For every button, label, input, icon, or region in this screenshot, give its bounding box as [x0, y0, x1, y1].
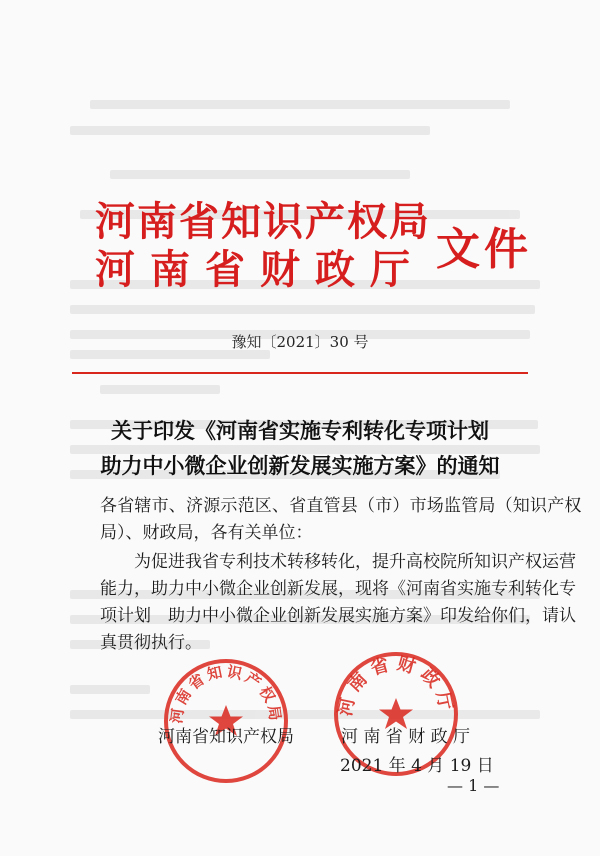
issuer-name-finance: 河南省财政厅: [95, 246, 425, 293]
signature-org-finance: 河 南 省 财 政 厅: [341, 727, 471, 747]
ipo-seal-text: 河南省知识产权局: [167, 662, 285, 725]
document-number: 豫知〔2021〕30 号: [231, 333, 369, 351]
issuer-name-ipo: 河南省知识产权局: [95, 198, 431, 245]
issuer-suffix-wenjian: 文件: [436, 224, 532, 275]
ipo-official-seal: [160, 655, 292, 787]
red-separator-rule: [72, 372, 528, 374]
body-line-3: 项计划 助力中小微企业创新发展实施方案》印发给你们，请认: [100, 606, 576, 626]
signature-date: 2021 年 4 月 19 日: [340, 756, 494, 776]
body-line-2: 能力，助力中小微企业创新发展，现将《河南省实施专利转化专: [100, 579, 576, 599]
addressee-line-1: 各省辖市、济源示范区、省直管县（市）市场监管局（知识产权: [100, 496, 582, 516]
signature-org-ipo: 河南省知识产权局: [158, 727, 294, 747]
page-number: — 1 —: [447, 776, 500, 795]
addressee-line-2: 局）、财政局，各有关单位：: [100, 523, 313, 543]
document-title-line-1: 关于印发《河南省实施专利转化专项计划: [111, 418, 489, 443]
body-line-4: 真贯彻执行。: [100, 633, 202, 653]
body-line-1: 为促进我省专利技术转移转化，提升高校院所知识产权运营: [100, 552, 576, 572]
document-title-line-2: 助力中小微企业创新发展实施方案》的通知: [100, 453, 500, 478]
finance-seal-text: 河南省财政厅: [334, 652, 458, 718]
